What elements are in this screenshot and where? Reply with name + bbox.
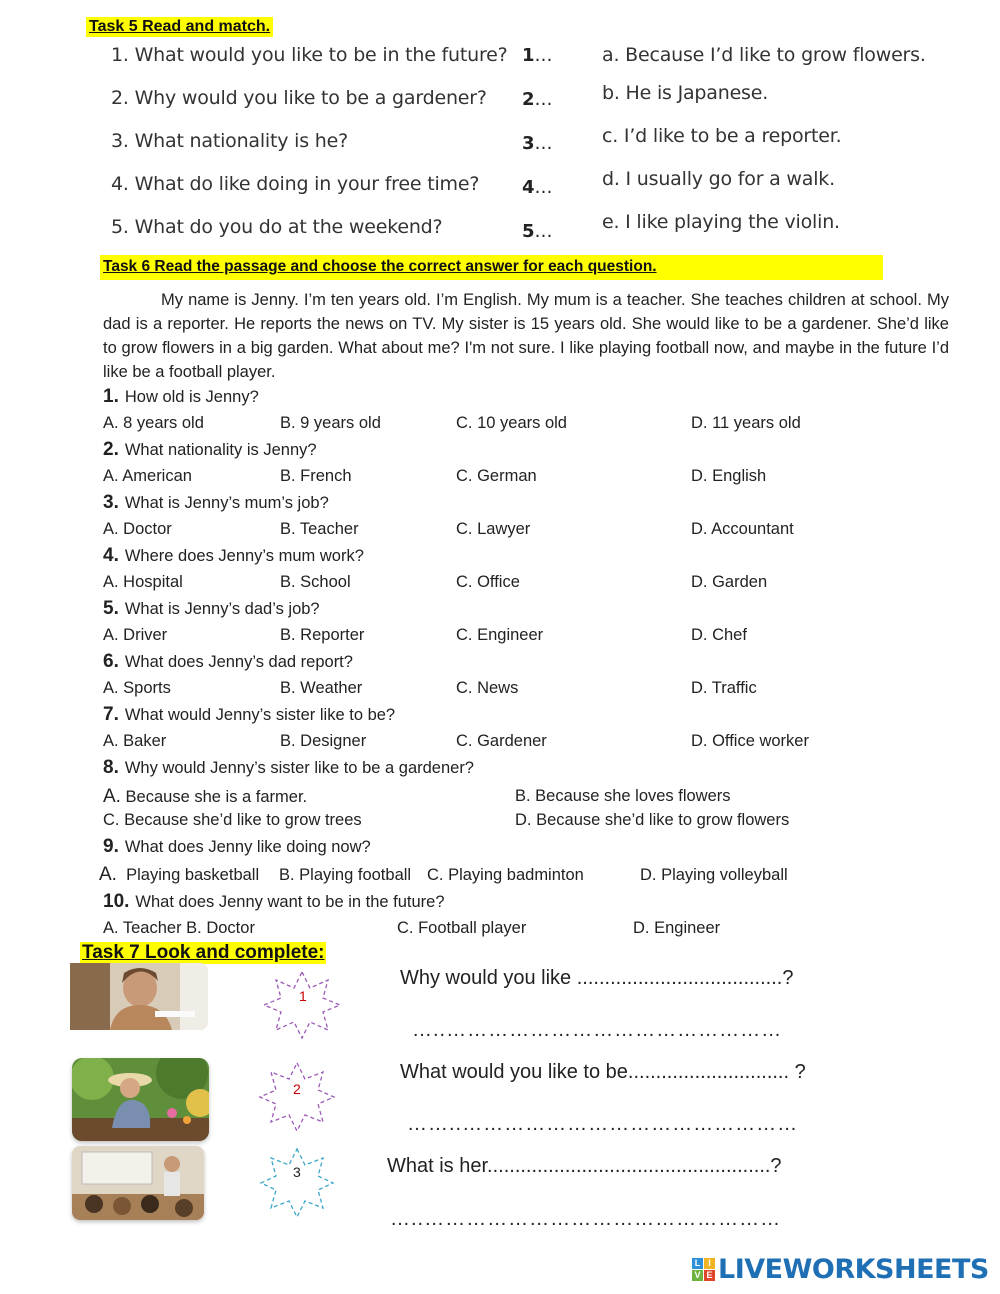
logo-letter: I — [704, 1258, 715, 1269]
task5-answer-slot[interactable]: 3… — [522, 133, 553, 154]
task5-option: d. I usually go for a walk. — [602, 168, 835, 190]
task6-option[interactable]: D. Playing volleyball — [640, 866, 788, 884]
task6-question: 9. What does Jenny like doing now? — [103, 836, 371, 857]
task6-option[interactable]: C. News — [456, 679, 519, 697]
task6-option[interactable]: C. 10 years old — [456, 414, 567, 432]
task5-answer-slot[interactable]: 4… — [522, 177, 553, 198]
task6-option[interactable]: A. American — [103, 467, 192, 485]
task6-option[interactable]: C. Playing badminton — [427, 866, 584, 884]
svg-text:2: 2 — [293, 1081, 301, 1097]
task6-option[interactable]: A. Driver — [103, 626, 168, 644]
task7-answer-line[interactable]: ……..………………………………………… — [407, 1113, 799, 1135]
task6-option[interactable]: B. Weather — [280, 679, 363, 697]
star-number-2 — [258, 1061, 336, 1133]
task6-option[interactable]: B. School — [280, 573, 351, 591]
task6-option[interactable]: C. German — [456, 467, 537, 485]
task6-option[interactable]: A. Hospital — [103, 573, 183, 591]
task5-question: 5. What do you do at the weekend? — [111, 216, 443, 238]
logo-letter: V — [692, 1270, 703, 1281]
task6-option[interactable]: B. Reporter — [280, 626, 365, 644]
task6-option[interactable]: D. English — [691, 467, 767, 485]
task6-option[interactable]: D. Garden — [691, 573, 768, 591]
svg-text:3: 3 — [293, 1164, 301, 1180]
task5-option: c. I’d like to be a reporter. — [602, 125, 842, 147]
task6-option[interactable]: C. Gardener — [456, 732, 547, 750]
task6-title: Task 6 Read the passage and choose the correct answer for each question. — [100, 255, 883, 280]
task5-answer-slot[interactable]: 5… — [522, 221, 553, 242]
task5-question: 4. What do like doing in your free time? — [111, 173, 480, 195]
task5-answer-slot[interactable]: 2… — [522, 89, 553, 110]
logo-text: LIVEWORKSHEETS — [718, 1253, 989, 1285]
task6-option[interactable]: B. French — [280, 467, 352, 485]
task6-option[interactable]: A. Doctor — [103, 520, 172, 538]
task6-option[interactable]: D. 11 years old — [691, 414, 801, 432]
task6-option[interactable]: A. Baker — [103, 732, 167, 750]
task6-option[interactable]: B. Teacher — [280, 520, 359, 538]
task5-title: Task 5 Read and match. — [86, 17, 273, 37]
task6-option[interactable]: A. Because she is a farmer. — [103, 786, 308, 807]
task6-option[interactable]: B. Because she loves flowers — [515, 787, 731, 805]
task5-option: a. Because I’d like to grow flowers. — [602, 44, 926, 66]
task5-option: e. I like playing the violin. — [602, 211, 840, 233]
photo-reporter — [70, 963, 208, 1030]
task6-option[interactable]: B. 9 years old — [280, 414, 381, 432]
task6-option[interactable]: D. Engineer — [633, 919, 721, 937]
task6-option[interactable]: A. Sports — [103, 679, 171, 697]
task7-question: Why would you like .....................................? — [400, 967, 794, 989]
star-number-1 — [262, 970, 342, 1040]
task6-option[interactable]: C. Lawyer — [456, 520, 531, 538]
task6-option[interactable]: D. Traffic — [691, 679, 757, 697]
svg-text:1: 1 — [299, 988, 307, 1004]
task5-question: 2. Why would you like to be a gardener? — [111, 87, 487, 109]
star-number-3 — [259, 1147, 335, 1219]
task6-option[interactable]: C. Because she’d like to grow trees — [103, 811, 362, 829]
task6-option[interactable]: D. Chef — [691, 626, 747, 644]
task6-option[interactable]: D. Because she’d like to grow flowers — [515, 811, 790, 829]
task7-answer-line[interactable]: …..………………………………………… — [412, 1019, 783, 1041]
task6-passage: My name is Jenny. I’m ten years old. I’m English. My mum is a teacher. She teaches children at school. My dad is a reporter. He reports the news on TV. My sister is 15 years old. She would like to be a gardener. She’d like to grow flowers in a big garden. What about me? I'm not sure. I like playing football now, and maybe in the future I’d like be a football player. — [103, 291, 949, 381]
task6-option[interactable]: C. Engineer — [456, 626, 544, 644]
task6-option[interactable]: A. Teacher B. Doctor — [103, 919, 255, 937]
task6-question: 2. What nationality is Jenny? — [103, 439, 317, 460]
task6-option[interactable]: A. Playing basketball — [99, 864, 260, 885]
task7-answer-line[interactable]: …..…………………………………………… — [390, 1208, 782, 1230]
task5-answer-slot[interactable]: 1… — [522, 45, 553, 66]
task6-question: 6. What does Jenny’s dad report? — [103, 651, 353, 672]
task6-option[interactable]: C. Football player — [397, 919, 527, 937]
task6-question: 10. What does Jenny want to be in the future? — [103, 891, 445, 912]
task6-question: 3. What is Jenny’s mum’s job? — [103, 492, 329, 513]
task5-option: b. He is Japanese. — [602, 82, 769, 104]
liveworksheets-logo — [692, 1254, 989, 1284]
task5-question: 1. What would you like to be in the future? — [111, 44, 508, 66]
task6-question: 1. How old is Jenny? — [103, 386, 259, 407]
logo-letter: L — [692, 1258, 703, 1269]
task7-question: What would you like to be............................. ? — [400, 1061, 806, 1083]
task6-question: 7. What would Jenny’s sister like to be? — [103, 704, 396, 725]
task6-option[interactable]: A. 8 years old — [103, 414, 204, 432]
task7-question: What is her...................................................? — [387, 1155, 782, 1177]
task7-title: Task 7 Look and complete: — [82, 942, 325, 963]
task6-option[interactable]: B. Designer — [280, 732, 367, 750]
task6-option[interactable]: D. Accountant — [691, 520, 794, 538]
task6-question: 4. Where does Jenny’s mum work? — [103, 545, 364, 566]
logo-letter: E — [704, 1270, 715, 1281]
photo-teacher — [72, 1146, 204, 1220]
photo-gardener — [72, 1058, 209, 1141]
task6-option[interactable]: D. Office worker — [691, 732, 809, 750]
task6-question: 5. What is Jenny’s dad’s job? — [103, 598, 320, 619]
logo-mark-icon — [692, 1258, 715, 1281]
task6-option[interactable]: C. Office — [456, 573, 520, 591]
task6-option[interactable]: B. Playing football — [279, 866, 412, 884]
task5-question: 3. What nationality is he? — [111, 130, 348, 152]
task6-question: 8. Why would Jenny’s sister like to be a gardener? — [103, 757, 474, 778]
